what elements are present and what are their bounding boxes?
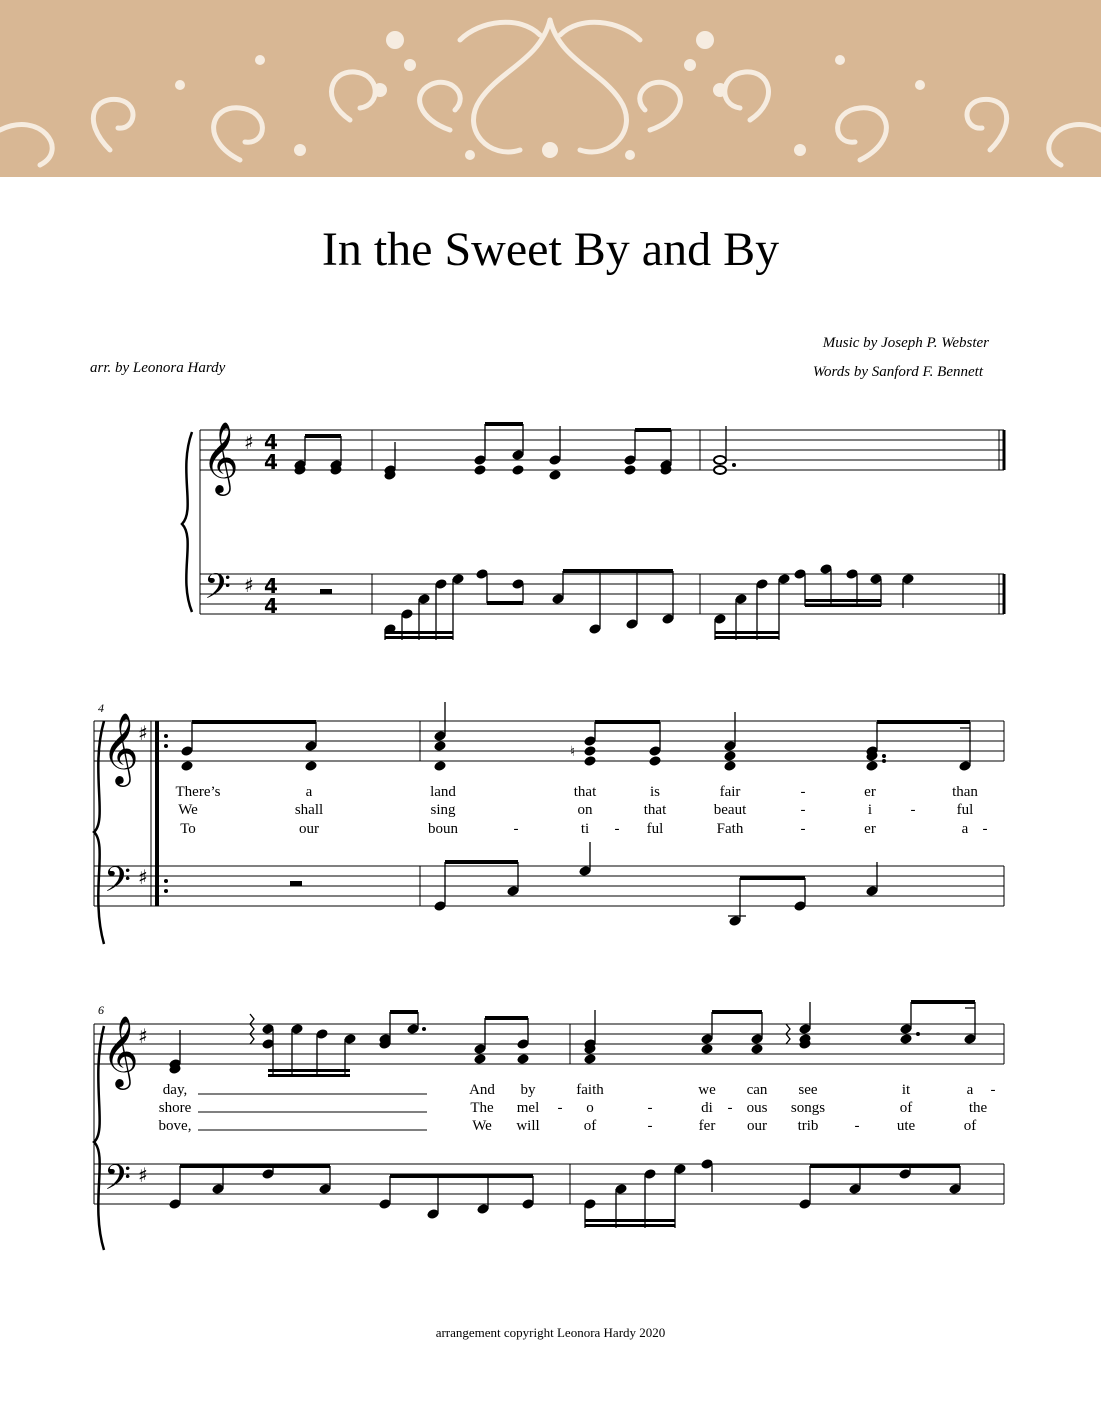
svg-text:a: a	[966, 1082, 974, 1098]
svg-text:-: -	[614, 821, 620, 837]
svg-text:o: o	[586, 1100, 594, 1116]
svg-text:on: on	[577, 802, 593, 818]
system-3	[94, 1024, 1004, 1250]
svg-text:of: of	[583, 1118, 597, 1134]
svg-text:will: will	[516, 1118, 540, 1134]
svg-text:of: of	[963, 1118, 977, 1134]
svg-text:mel: mel	[516, 1100, 540, 1116]
system-2-symbols	[98, 701, 302, 908]
svg-text:by: by	[520, 1082, 536, 1098]
svg-text:ful: ful	[956, 802, 974, 818]
svg-text:ti: ti	[580, 821, 590, 837]
page-title: In the Sweet By and By	[321, 223, 780, 276]
svg-text:We: We	[178, 802, 198, 818]
svg-text:bove,: bove,	[158, 1118, 192, 1134]
system-3-lyrics	[159, 1082, 996, 1134]
svg-text:𝄢: 𝄢	[204, 566, 232, 615]
svg-text:ous: ous	[746, 1100, 768, 1116]
svg-text:-: -	[647, 1100, 653, 1116]
svg-text:boun: boun	[428, 821, 458, 837]
svg-text:There’s: There’s	[175, 784, 221, 800]
svg-text:The: The	[470, 1100, 494, 1116]
svg-text:fer: fer	[698, 1118, 716, 1134]
svg-text:than: than	[952, 784, 978, 800]
svg-text:4: 4	[264, 450, 278, 474]
svg-text:our: our	[747, 1118, 767, 1134]
svg-text:trib: trib	[797, 1118, 819, 1134]
svg-text:the: the	[968, 1100, 988, 1116]
svg-text:♯: ♯	[244, 430, 254, 454]
svg-text:-: -	[727, 1100, 733, 1116]
svg-text:𝄢: 𝄢	[104, 1157, 132, 1206]
system-3-symbols	[98, 1003, 148, 1206]
svg-text:songs: songs	[790, 1100, 826, 1116]
svg-text:𝄢: 𝄢	[104, 859, 132, 908]
svg-text:We: We	[472, 1118, 492, 1134]
svg-text:see: see	[798, 1082, 818, 1098]
svg-text:-: -	[990, 1082, 996, 1098]
svg-text:a: a	[305, 784, 313, 800]
svg-text:sing: sing	[430, 802, 456, 818]
svg-text:ute: ute	[896, 1118, 916, 1134]
svg-text:beaut: beaut	[713, 802, 747, 818]
svg-text:fair: fair	[719, 784, 741, 800]
svg-text:faith: faith	[576, 1082, 604, 1098]
svg-text:our: our	[299, 821, 319, 837]
svg-text:♯: ♯	[244, 573, 254, 597]
svg-text:it: it	[901, 1082, 911, 1098]
svg-text:that: that	[573, 784, 597, 800]
svg-text:♯: ♯	[138, 1024, 148, 1048]
svg-text:𝄞: 𝄞	[102, 1014, 139, 1087]
svg-text:er: er	[864, 821, 876, 837]
svg-text:-: -	[800, 821, 806, 837]
svg-text:-: -	[557, 1100, 563, 1116]
svg-text:-: -	[800, 802, 806, 818]
svg-text:we: we	[698, 1082, 716, 1098]
svg-text:♯: ♯	[138, 721, 148, 745]
svg-text:i: i	[867, 802, 873, 818]
svg-text:is: is	[649, 784, 661, 800]
svg-text:-: -	[854, 1118, 860, 1134]
svg-text:Fath: Fath	[716, 821, 744, 837]
svg-text:♯: ♯	[138, 865, 148, 889]
svg-text:shore: shore	[158, 1100, 192, 1116]
system-2-lyrics	[176, 784, 988, 837]
svg-text:𝄞: 𝄞	[202, 420, 239, 493]
svg-text:4: 4	[264, 430, 278, 454]
svg-text:-: -	[647, 1118, 653, 1134]
svg-text:4: 4	[264, 594, 278, 618]
svg-text:that: that	[643, 802, 667, 818]
svg-text:a: a	[961, 821, 969, 837]
svg-text:𝄞: 𝄞	[102, 711, 139, 784]
measure-number: 6	[98, 1003, 104, 1017]
svg-text:♯: ♯	[138, 1163, 148, 1187]
svg-text:of: of	[899, 1100, 913, 1116]
system-1-notes	[294, 422, 914, 640]
words-credit: Words by Sanford F. Bennett	[812, 364, 983, 380]
svg-text:can: can	[746, 1082, 768, 1098]
arranger-credit: arr. by Leonora Hardy	[90, 360, 226, 376]
svg-text:To: To	[180, 821, 196, 837]
svg-text:ful: ful	[646, 821, 664, 837]
svg-text:-: -	[910, 802, 916, 818]
svg-text:4: 4	[264, 574, 278, 598]
svg-text:-: -	[800, 784, 806, 800]
svg-text:land: land	[430, 784, 456, 800]
svg-text:di: di	[701, 1100, 713, 1116]
svg-text:♮: ♮	[570, 744, 576, 760]
svg-text:-: -	[982, 821, 988, 837]
copyright-footer: arrangement copyright Leonora Hardy 2020	[435, 1325, 666, 1340]
svg-text:And: And	[469, 1082, 495, 1098]
svg-text:er: er	[864, 784, 876, 800]
svg-text:day,: day,	[162, 1082, 188, 1098]
svg-text:-: -	[513, 821, 519, 837]
measure-number: 4	[98, 701, 104, 715]
music-credit: Music by Joseph P. Webster	[822, 335, 989, 351]
svg-text:shall: shall	[294, 802, 324, 818]
